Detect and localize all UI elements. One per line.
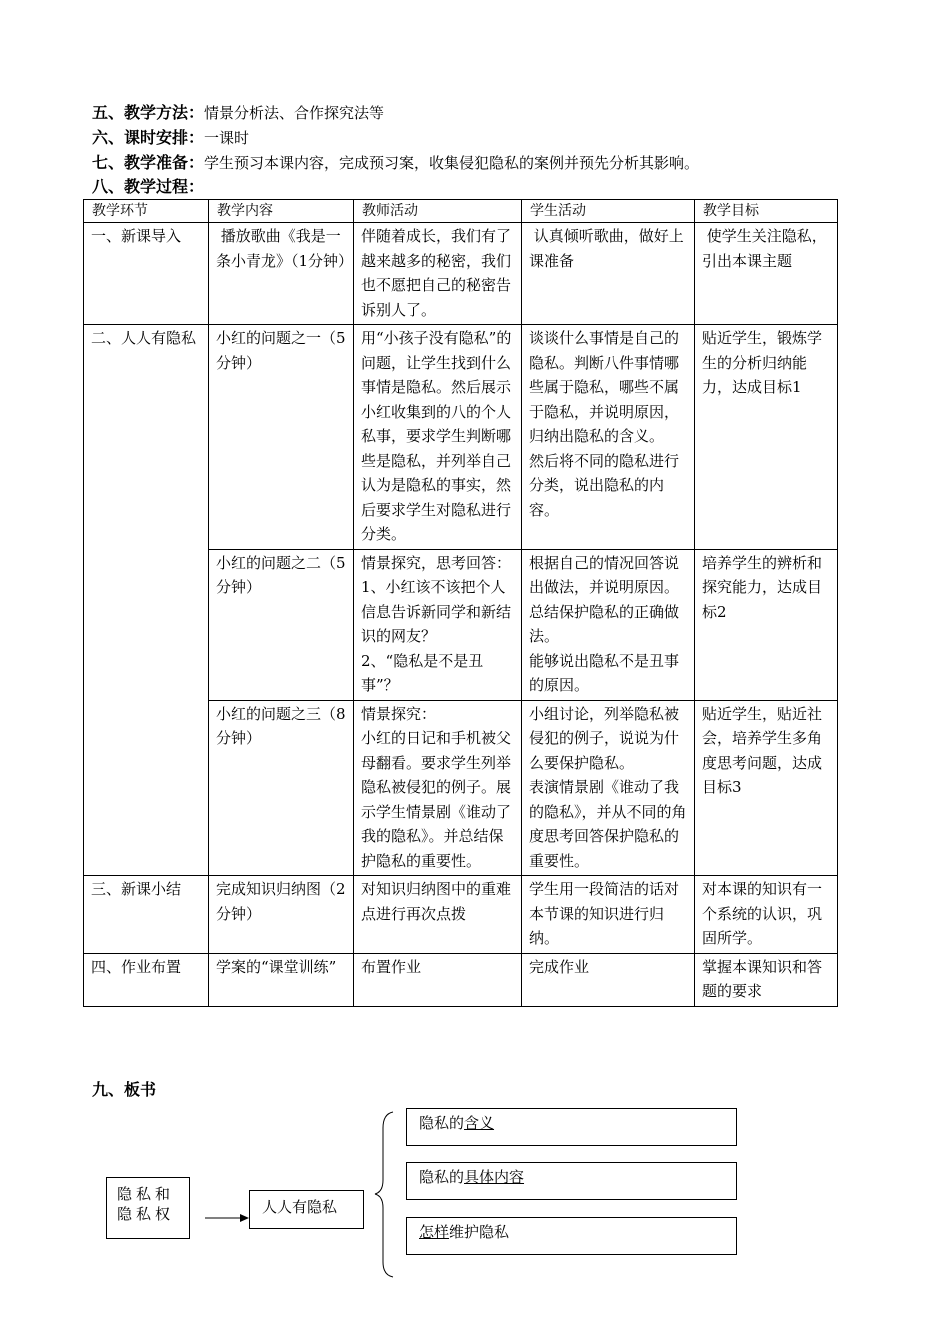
content-cell: 小红的问题之一（5分钟） bbox=[209, 325, 354, 550]
cell-paragraph: 情景探究，思考回答： 1、小红该不该把个人信息告诉新同学和新结识的网友？ bbox=[361, 553, 512, 645]
goal-cell: 掌握本课知识和答题的要求 bbox=[695, 953, 838, 1006]
section-label: 九、板书 bbox=[92, 1080, 157, 1099]
section-text: 学生预习本课内容，完成预习案，收集侵犯隐私的案例并预先分析其影响。 bbox=[204, 154, 700, 172]
board-item-underlined: 含义 bbox=[464, 1114, 495, 1132]
board-item-meaning bbox=[406, 1108, 737, 1146]
board-item-underlined: 怎样 bbox=[419, 1223, 450, 1241]
section-label: 七、教学准备： bbox=[92, 153, 205, 172]
header-cell: 教学环节 bbox=[84, 200, 209, 223]
board-item-text: 隐私的 bbox=[419, 1114, 465, 1132]
header-cell: 学生活动 bbox=[522, 200, 695, 223]
cell-paragraph: 情景探究： bbox=[361, 704, 437, 723]
section-label: 六、课时安排： bbox=[92, 128, 205, 147]
goal-cell: 贴近学生，锻炼学生的分析归纳能力，达成目标1 bbox=[695, 325, 838, 550]
content-cell: 完成知识归纳图（2分钟） bbox=[209, 876, 354, 954]
teacher-cell: 伴随着成长，我们有了越来越多的秘密，我们也不愿把自己的秘密告诉别人了。 bbox=[354, 223, 522, 325]
goal-cell: 培养学生的辨析和探究能力，达成目标2 bbox=[695, 549, 838, 700]
board-root-text: 隐私和隐私权 bbox=[117, 1185, 175, 1223]
cell-paragraph: 小红的日记和手机被父母翻看。要求学生列举隐私被侵犯的例子。展示学生情景剧《谁动了我的隐私》。并总结保护隐私的重要性。 bbox=[361, 729, 512, 870]
board-item-content bbox=[406, 1162, 737, 1200]
teacher-cell: 用“小孩子没有隐私”的问题，让学生找到什么事情是隐私。然后展示小红收集到的八的个人私事，要求学生判断哪些是隐私，并列举自己认为是隐私的事实，然后要求学生对隐私进行分类。 bbox=[354, 325, 522, 550]
stage-cell: 三、新课小结 bbox=[84, 876, 209, 954]
cell-paragraph: 小组讨论，列举隐私被侵犯的例子，说说为什么要保护隐私。 bbox=[529, 704, 680, 772]
cell-paragraph: 然后将不同的隐私进行分类，说出隐私的内容。 bbox=[529, 451, 680, 519]
section-text: 一课时 bbox=[204, 129, 250, 147]
cell-paragraph: 2、“隐私是不是丑事”？ bbox=[361, 651, 484, 694]
stage-cell: 四、作业布置 bbox=[84, 953, 209, 1006]
header-cell: 教学内容 bbox=[209, 200, 354, 223]
header-cell: 教师活动 bbox=[354, 200, 522, 223]
student-cell: 学生用一段简洁的话对本节课的知识进行归纳。 bbox=[522, 876, 695, 954]
curly-brace-icon bbox=[375, 1112, 393, 1277]
cell-paragraph: 能够说出隐私不是丑事的原因。 bbox=[529, 651, 680, 694]
cell-paragraph: 表演情景剧《谁动了我的隐私》，并从不同的角度思考回答保护隐私的重要性。 bbox=[529, 778, 687, 870]
goal-cell: 使学生关注隐私，引出本课主题 bbox=[695, 223, 838, 325]
section-label: 八、教学过程： bbox=[92, 177, 205, 196]
board-item-text: 维护隐私 bbox=[449, 1223, 510, 1241]
student-cell: 认真倾听歌曲，做好上课准备 bbox=[522, 223, 695, 325]
header-cell: 教学目标 bbox=[695, 200, 838, 223]
content-cell: 学案的“课堂训练” bbox=[209, 953, 354, 1006]
content-cell: 小红的问题之三（8分钟） bbox=[209, 700, 354, 876]
board-item-text: 隐私的 bbox=[419, 1168, 465, 1186]
section-text: 情景分析法、合作探究法等 bbox=[204, 104, 385, 122]
cell-paragraph: 根据自己的情况回答说出做法，并说明原因。总结保护隐私的正确做法。 bbox=[529, 553, 680, 645]
teacher-cell: 对知识归纳图中的重难点进行再次点拨 bbox=[354, 876, 522, 954]
arrow-head-icon bbox=[240, 1214, 249, 1222]
section-label: 五、教学方法： bbox=[92, 103, 205, 122]
student-cell: 完成作业 bbox=[522, 953, 695, 1006]
goal-cell: 对本课的知识有一个系统的认识，巩固所学。 bbox=[695, 876, 838, 954]
cell-paragraph: 谈谈什么事情是自己的隐私。判断八件事情哪些属于隐私，哪些不属于隐私，并说明原因，归纳出隐私的含义。 bbox=[529, 329, 680, 445]
goal-cell: 贴近学生，贴近社会，培养学生多角度思考问题，达成目标3 bbox=[695, 700, 838, 876]
content-cell: 小红的问题之二（5分钟） bbox=[209, 549, 354, 700]
board-middle-box bbox=[249, 1190, 364, 1229]
board-item-underlined: 具体内容 bbox=[464, 1168, 525, 1186]
content-cell: 播放歌曲《我是一条小青龙》（1分钟） bbox=[209, 223, 354, 325]
board-item-protect bbox=[406, 1217, 737, 1255]
stage-cell: 二、人人有隐私 bbox=[84, 325, 209, 876]
teacher-cell: 布置作业 bbox=[354, 953, 522, 1006]
stage-cell: 一、新课导入 bbox=[84, 223, 209, 325]
board-middle-text: 人人有隐私 bbox=[262, 1198, 338, 1216]
